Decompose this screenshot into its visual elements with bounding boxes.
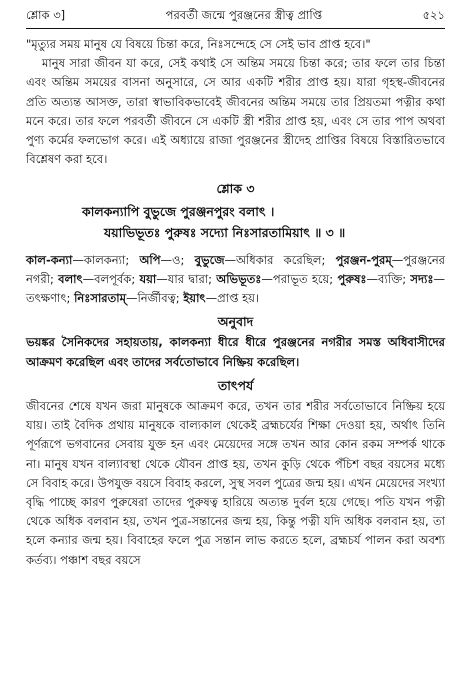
synonym-meaning: —যার দ্বারা; [156,271,217,286]
synonym-term: অপি [139,252,161,267]
synonym-meaning: —তৎক্ষণাৎ; [26,271,445,306]
intro-paragraph: মানুষ সারা জীবন যা করে, সেই কথাই সে অন্তিম সময়ে চিন্তা করে; তার ফলে তার চিন্তা এবং অন্তিম সময়ের বাসনা অনুসারে, সে আর একটি শরীর প্রাপ্ত হয়। যারা গৃহস্থ-জীবনের প্রতি অত্যন্ত আসক্ত, তারা স্বাভাবিকভাবেই জীবনের অন্তিম সময়ে তার প্রিয়তমা পত্নীর কথা মনে করে। তার ফলে পরবর্তী জীবনে সে একটি স্ত্রী শরীর প্রাপ্ত হয়, এবং সে তার পাপ অথবা পুণ্য কর্মের ফলভোগ করে। এই অধ্যায়ে রাজা পুরঞ্জনের স্ত্রীদেহ প্রাপ্তির বিষয়ে বিস্তারিতভাবে বিশ্লেষণ করা হবে। [26,56,445,167]
page-header [26,6,445,28]
synonym-term: বুভুজে [194,252,225,267]
synonym-term: যয়া [139,271,157,286]
synonym-meaning: —পরাভূত হয়ে; [261,271,338,286]
verse-heading: শ্লোক ৩ [216,181,255,197]
verse-line-2: যয়াভিভূতঃ পুরুষঃ সদ্যো নিঃসারতামিয়াৎ ॥ ৩ ॥ [104,224,346,240]
synonym-meaning: —অধিকার করেছিল; [224,252,336,267]
synonym-meaning: —ব্যক্তি; [366,271,411,286]
synonym-meaning: —প্রাপ্ত হয়। [205,291,260,306]
synonym-meaning: —নির্জীবত্ব; [125,291,184,306]
purport-text: জীবনের শেষে যখন জরা মানুষকে আক্রমণ করে, তখন তার শরীর সর্বতোভাবে নিষ্ক্রিয় হয়ে যায়। তাই বৈদিক প্রথায় মানুষকে বাল্যকাল থেকেই ব্রহ্মচর্যের শিক্ষা দেওয়া হয়, অর্থাৎ তিনি পূর্ণরূপে ভগবানের সেবায় যুক্ত হন এবং মেয়েদের সঙ্গে তখন আর কোন রকম সম্পর্ক থাকে না। মানুষ যখন বাল্যাবস্থা থেকে যৌবন প্রাপ্ত হয়, তখন কুড়ি থেকে পঁচিশ বছর বয়সের মধ্যে সে বিবাহ করে। উপযুক্ত বয়সে বিবাহ করলে, সুস্থ সবল পুত্রের জন্ম হয়। এখন মেয়েদের সংখ্যা বৃদ্ধি পাচ্ছে কারণ পুরুষেরা তাদের পুরুষত্ব হারিয়ে অত্যন্ত দুর্বল হয়ে গেছে। পতি যখন পত্নী থেকে অধিক বলবান হয়, তখন পুত্র-সন্তানের জন্ম হয়, কিন্তু পত্নী যদি অধিক বলবান হয়, তা হলে কন্যার জন্ম হয়। বিবাহের ফলে পুত্র সন্তান লাভ করতে হলে, ব্রহ্মচর্য পালন করা অবশ্য কর্তব্য। পঞ্চাশ বছর বয়সে [26,399,445,567]
synonym-term: সদ্যঃ [410,271,434,286]
verse-line-1: কালকন্যাপি বুভুজে পুরঞ্জনপুরং বলাৎ । [82,203,275,219]
synonym-meaning: —কালকন্যা; [72,252,140,267]
purport-heading: তাৎপর্য [217,377,254,393]
sanskrit-verse [26,201,445,243]
header-page-number: ৫২১ [422,8,445,22]
synonym-term: কাল-কন্যা [26,252,73,267]
header-verse-ref: শ্লোক ৩] [26,8,66,22]
synonym-term: বলাৎ [58,271,83,286]
header-chapter-title: পরবর্তী জন্মে পুরঞ্জনের স্ত্রীত্ব প্রাপ্তি [165,8,323,22]
translation-text: ভয়ঙ্কর সৈনিকদের সহায়তায়, কালকন্যা ধীরে ধীরে পুরঞ্জনের নগরীর সমস্ত অধিবাসীদের আক্রমণ করেছিল এবং তাদের সর্বতোভাবে নিষ্ক্রিয় করেছিল। [26,335,445,369]
synonym-term: নিঃসারতাম্ [74,291,126,306]
synonym-meaning: —পুরঞ্জনের নগরী; [26,252,446,286]
synonym-meaning: —ও; [160,252,195,267]
synonym-term: অভিভূতঃ [216,271,262,286]
translation-heading: অনুবাদ [217,314,254,330]
synonym-term: পুরঞ্জন-পুরম্ [335,252,392,267]
synonym-term: ইয়াৎ [183,291,206,306]
header-divider [26,28,445,29]
synonym-meaning: —বলপূর্বক; [82,271,140,286]
word-for-word-synonyms [26,251,445,309]
intro-quote: "মৃত্যুর সময় মানুষ যে বিষয়ে চিন্তা করে, নিঃসন্দেহে সে সেই ভাব প্রাপ্ত হবে।" [26,37,371,51]
synonym-term: পুরুষঃ [337,271,367,286]
